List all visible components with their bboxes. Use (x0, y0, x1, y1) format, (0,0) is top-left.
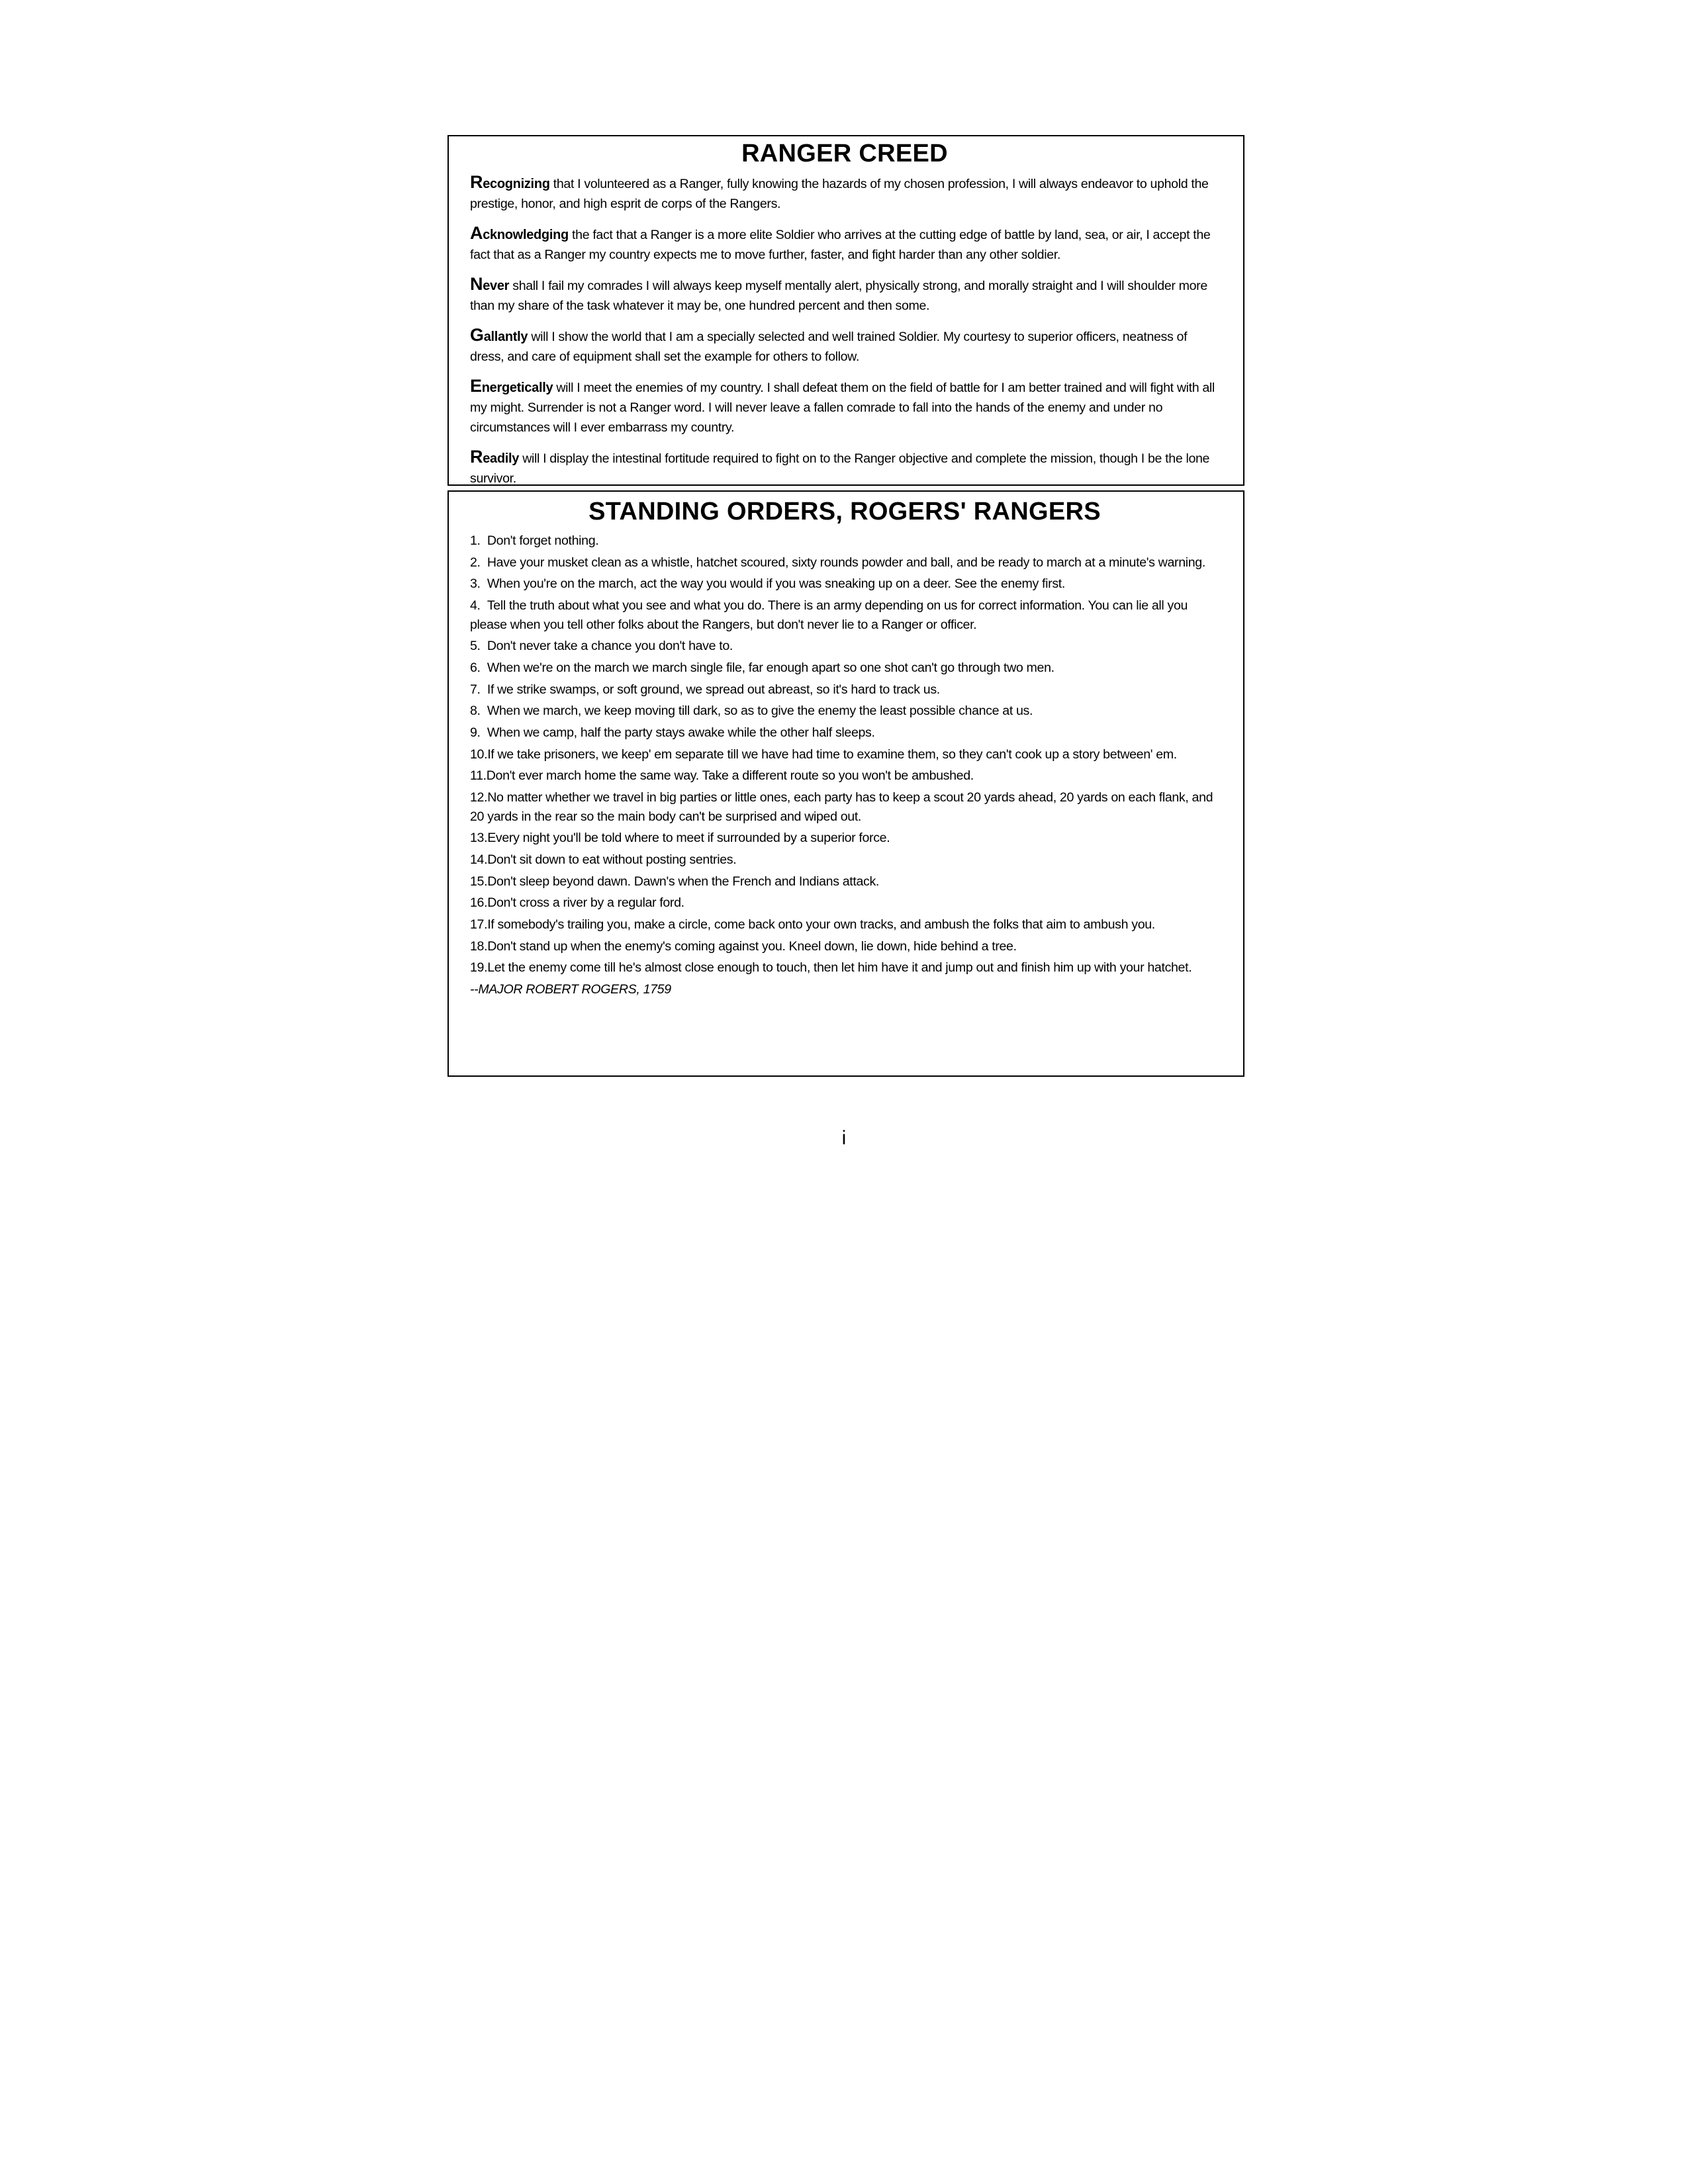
creed-initial: E (470, 376, 482, 396)
order-text: When we march, we keep moving till dark, so as to give the enemy the least possible chance at us. (487, 704, 1033, 719)
order-number: 17. (470, 917, 488, 932)
standing-orders-title: STANDING ORDERS, ROGERS' RANGERS (588, 498, 1101, 525)
order-text: If we strike swamps, or soft ground, we spread out abreast, so it's hard to track us. (487, 682, 940, 697)
creed-lead-rest: nergetically (481, 381, 553, 395)
order-text: Don't sleep beyond dawn. Dawn's when the French and Indians attack. (487, 874, 880, 889)
creed-lead-word (470, 325, 528, 345)
order-text: When you're on the march, act the way you would if you was sneaking up on a deer. See the enemy first. (487, 576, 1065, 592)
creed-text: will I show the world that I am a specially selected and well trained Soldier. My courtesy to superior officers, neatness of dress, and care of equipment shall set the example for others to follow. (470, 330, 1188, 364)
order-number: 3. (470, 576, 487, 592)
creed-lead-word (470, 172, 550, 192)
order-item (470, 788, 1219, 826)
order-text: If somebody's trailing you, make a circle, come back onto your own tracks, and ambush the folks that aim to ambush you. (487, 917, 1155, 932)
creed-lead-rest: ecognizing (483, 177, 550, 191)
order-item (470, 915, 1219, 934)
order-number: 1. (470, 533, 487, 548)
order-item (470, 958, 1219, 978)
order-item (470, 680, 1219, 700)
order-text: Have your musket clean as a whistle, hatchet scoured, sixty rounds powder and ball, and be ready to march at a minute's warning. (487, 555, 1205, 570)
order-text: Don't cross a river by a regular ford. (487, 895, 684, 911)
order-item (470, 659, 1219, 678)
creed-text: the fact that a Ranger is a more elite Soldier who arrives at the cutting edge of battle by land, sea, or air, I accept the fact that as a Ranger my country expects me to move further, faster, and fight harder than any other soldier. (470, 228, 1211, 262)
order-number: 7. (470, 682, 487, 697)
order-item (470, 637, 1219, 656)
creed-lead-word (470, 376, 553, 396)
order-number: 9. (470, 725, 487, 740)
order-number: 13. (470, 831, 488, 846)
order-number: 11. (470, 768, 487, 784)
order-item (470, 745, 1219, 764)
order-text: If we take prisoners, we keep' em separate till we have had time to examine them, so they can't cook up a story between' em. (487, 747, 1177, 762)
order-item (470, 723, 1219, 743)
standing-orders-box (447, 490, 1244, 1077)
order-number: 14. (470, 852, 488, 867)
order-number: 8. (470, 704, 487, 719)
order-number: 4. (470, 598, 487, 614)
creed-paragraph (470, 376, 1219, 437)
creed-lead-rest: eadily (483, 451, 520, 466)
creed-lead-rest: allantly (483, 330, 528, 344)
order-item (470, 872, 1219, 891)
order-item (470, 574, 1219, 594)
order-number: 15. (470, 874, 488, 889)
ranger-creed-title: RANGER CREED (741, 140, 948, 167)
order-text: Don't sit down to eat without posting sentries. (487, 852, 737, 867)
order-item (470, 937, 1219, 956)
creed-text: shall I fail my comrades I will always keep myself mentally alert, physically strong, and morally straight and I will shoulder more than my share of the task whatever it may be, one hundred percent and then some. (470, 279, 1207, 313)
order-text: Don't forget nothing. (487, 533, 599, 548)
order-text: Don't stand up when the enemy's coming against you. Kneel down, lie down, hide behind a tree. (487, 938, 1017, 954)
order-item (470, 531, 1219, 551)
creed-paragraph (470, 172, 1219, 214)
order-item (470, 702, 1219, 721)
creed-text: will I meet the enemies of my country. I shall defeat them on the field of battle for I am better trained and will fight with all my might. Surrender is not a Ranger word. I will never leave a fallen comrade to fall into the hands of the enemy and under no circumstances will I ever embarrass my country. (470, 381, 1215, 435)
order-text: When we camp, half the party stays awake while the other half sleeps. (487, 725, 875, 740)
order-number: 6. (470, 660, 487, 675)
order-text: When we're on the march we march single file, far enough apart so one shot can't go through two men. (487, 660, 1055, 675)
creed-lead-rest: ever (483, 279, 510, 293)
order-item (470, 553, 1219, 572)
creed-text: will I display the intestinal fortitude required to fight on to the Ranger objective and complete the mission, though I be the lone survivor. (470, 451, 1210, 486)
creed-lead-word (470, 223, 569, 243)
creed-paragraph (470, 447, 1219, 488)
creed-paragraph (470, 325, 1219, 367)
order-number: 16. (470, 895, 488, 911)
order-item (470, 766, 1219, 786)
order-number: 18. (470, 938, 488, 954)
order-item (470, 893, 1219, 913)
creed-lead-word (470, 274, 510, 294)
order-number: 10. (470, 747, 488, 762)
order-item (470, 596, 1219, 634)
order-number: 19. (470, 960, 488, 976)
creed-initial: R (470, 447, 483, 467)
order-item (470, 850, 1219, 870)
order-text: Don't ever march home the same way. Take a different route so you won't be ambushed. (486, 768, 974, 784)
creed-initial: G (470, 325, 484, 345)
order-text: Let the enemy come till he's almost close enough to touch, then let him have it and jump out and finish him up with your hatchet. (487, 960, 1192, 976)
creed-initial: N (470, 274, 483, 294)
order-number: 5. (470, 639, 487, 654)
order-text: No matter whether we travel in big parties or little ones, each party has to keep a scout 20 yards ahead, 20 yards on each flank, and 20 yards in the rear so the main body can't be surprised and wiped out. (470, 790, 1213, 824)
ranger-creed-box (447, 135, 1244, 486)
order-text: Don't never take a chance you don't have to. (487, 639, 733, 654)
page-number: i (841, 1127, 847, 1149)
creed-lead-word (470, 447, 520, 467)
order-text: Tell the truth about what you see and what you do. There is an army depending on us for correct information. You can lie all you please when you tell other folks about the Rangers, but don't never lie to a Ranger or officer. (470, 598, 1188, 632)
creed-text: that I volunteered as a Ranger, fully knowing the hazards of my chosen profession, I will always endeavor to uphold the prestige, honor, and high esprit de corps of the Rangers. (470, 177, 1209, 211)
attribution: --MAJOR ROBERT ROGERS, 1759 (470, 982, 671, 997)
creed-paragraph (470, 223, 1219, 265)
creed-initial: R (470, 172, 483, 192)
order-text: Every night you'll be told where to meet if surrounded by a superior force. (487, 831, 890, 846)
creed-initial: A (470, 223, 483, 243)
order-number: 12. (470, 790, 488, 805)
order-item (470, 829, 1219, 848)
creed-lead-rest: cknowledging (483, 228, 569, 242)
order-number: 2. (470, 555, 487, 570)
creed-paragraph (470, 274, 1219, 316)
